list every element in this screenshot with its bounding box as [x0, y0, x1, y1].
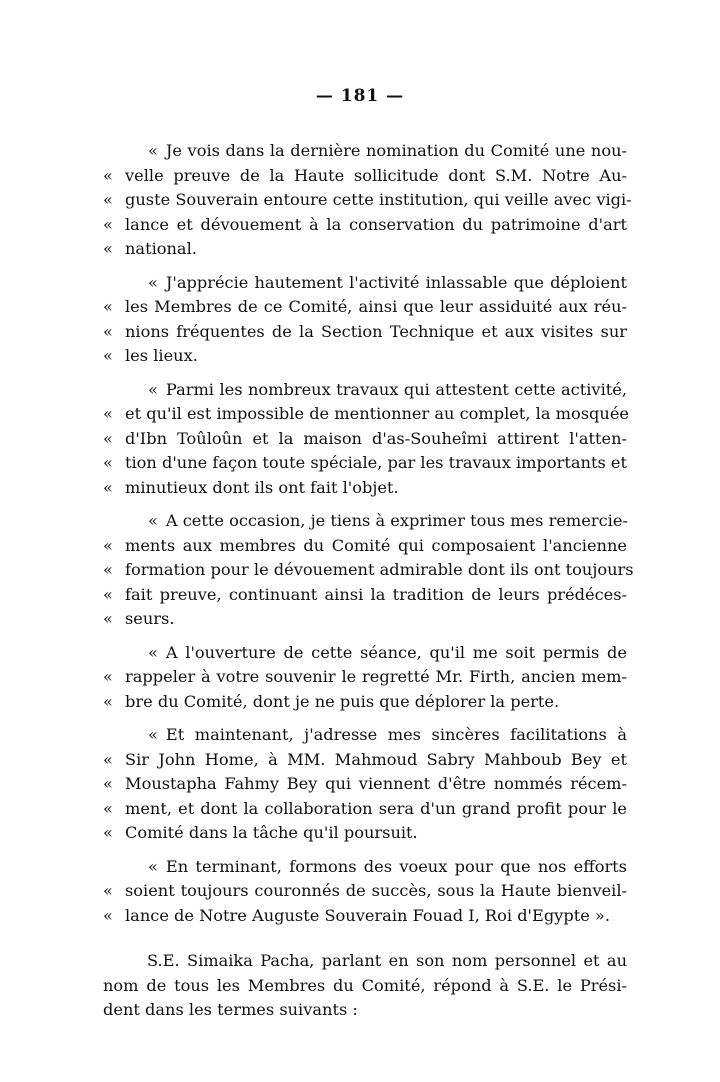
- line-content: rappeler à votre souvenir le regretté Mr. Firth, ancien mem-: [125, 667, 627, 686]
- text-line: [0, 164, 720, 188]
- line-content: A cette occasion, je tiens à exprimer tous mes remercie-: [165, 511, 628, 530]
- line-text: [148, 855, 627, 879]
- line-content: Je vois dans la dernière nomination du Comité une nou-: [165, 141, 627, 160]
- line-content: Et maintenant, j'adresse mes sincères facilitations à: [165, 725, 627, 744]
- continuation-quote-mark: «: [103, 881, 113, 900]
- text-line: [0, 344, 720, 368]
- continuation-quote-mark: «: [103, 321, 113, 341]
- line-text: [148, 378, 627, 402]
- line-content: fait preuve, continuant ainsi la tradition de leurs prédéces-: [125, 584, 627, 604]
- text-line: [0, 904, 720, 928]
- line-content: soient toujours couronnés de succès, sous la Haute bienveil-: [125, 881, 627, 900]
- continuation-quote-mark: «: [103, 190, 113, 209]
- line-content: ment, et dont la collaboration sera d'un grand profit pour le: [125, 798, 627, 818]
- text-line: [0, 607, 720, 631]
- line-text: [125, 797, 627, 821]
- text-line: [0, 797, 720, 821]
- line-content: d'Ibn Toûloûn et la maison d'as-Souheîmi attirent l'atten-: [125, 428, 627, 448]
- continuation-quote-mark: «: [103, 798, 113, 818]
- line-content: minutieux dont ils ont fait l'objet.: [125, 477, 399, 497]
- line-content: ments aux membres du Comité qui composaient l'ancienne: [125, 535, 627, 555]
- continuation-quote-mark: «: [103, 774, 113, 793]
- line-text: [125, 344, 627, 368]
- text-line: [0, 583, 720, 607]
- line-content: J'apprécie hautement l'activité inlassable que déploient: [165, 272, 627, 292]
- text-line: [0, 451, 720, 475]
- continuation-quote-mark: «: [103, 535, 113, 555]
- line-content: Parmi les nombreux travaux qui attestent cette activité,: [165, 379, 627, 399]
- opening-quote-mark: «: [148, 856, 158, 876]
- line-text: [125, 534, 627, 558]
- line-text: [125, 164, 627, 188]
- line-text: [125, 772, 627, 796]
- opening-quote-mark: «: [148, 272, 158, 292]
- opening-quote-mark: «: [148, 379, 158, 399]
- line-text: [125, 451, 627, 475]
- text-line: [0, 320, 720, 344]
- text-line: [0, 665, 720, 689]
- line-content: bre du Comité, dont je ne puis que déplorer la perte.: [125, 691, 560, 711]
- line-content: Sir John Home, à MM. Mahmoud Sabry Mahboub Bey et: [125, 749, 627, 769]
- continuation-quote-mark: «: [103, 297, 113, 316]
- line-text: [125, 690, 627, 714]
- line-text: [125, 237, 627, 261]
- continuation-quote-mark: «: [103, 560, 113, 579]
- text-line: [0, 378, 720, 402]
- continuation-quote-mark: «: [103, 346, 113, 365]
- line-content: En terminant, formons des voeux pour que nos efforts: [165, 856, 627, 876]
- text-line: [0, 237, 720, 261]
- continuation-quote-mark: «: [103, 404, 113, 423]
- text-line: [0, 949, 720, 973]
- text-line: [0, 748, 720, 772]
- text-line: [0, 427, 720, 451]
- line-content: A l'ouverture de cette séance, qu'il me soit permis de: [165, 642, 627, 662]
- text-line: [0, 213, 720, 237]
- line-content: velle preuve de la Haute sollicitude dont S.M. Notre Au-: [125, 165, 627, 185]
- line-content: S.E. Simaika Pacha, parlant en son nom personnel et au: [147, 951, 627, 970]
- line-text: [125, 320, 627, 344]
- text-line: [0, 476, 720, 500]
- line-text: [148, 723, 627, 747]
- line-content: lance et dévouement à la conservation du patrimoine d'art: [125, 214, 627, 234]
- opening-quote-mark: «: [148, 725, 158, 744]
- text-line: [0, 295, 720, 319]
- line-content: national.: [125, 239, 197, 258]
- opening-quote-mark: «: [148, 511, 158, 530]
- continuation-quote-mark: «: [103, 165, 113, 185]
- line-text: [125, 427, 627, 451]
- line-text: [125, 188, 632, 212]
- continuation-quote-mark: «: [103, 239, 113, 258]
- line-text: [148, 641, 627, 665]
- continuation-quote-mark: «: [103, 823, 113, 842]
- page-number: — 181 —: [315, 86, 405, 106]
- text-line: [0, 723, 720, 747]
- text-line: [0, 188, 720, 212]
- line-content: les lieux.: [125, 346, 198, 365]
- line-content: guste Souverain entoure cette institution, qui veille avec vigi-: [125, 190, 632, 209]
- text-line: [0, 998, 720, 1022]
- continuation-quote-mark: «: [103, 749, 113, 769]
- text-line: [0, 641, 720, 665]
- line-text: [125, 665, 627, 689]
- text-line: [0, 509, 720, 533]
- line-text: [148, 271, 627, 295]
- line-content: et qu'il est impossible de mentionner au complet, la mosquée: [125, 404, 630, 423]
- line-text: [125, 476, 627, 500]
- text-line: [0, 139, 720, 163]
- text-line: [0, 974, 720, 998]
- text-line: [0, 558, 720, 582]
- line-text: [125, 402, 630, 426]
- continuation-quote-mark: «: [103, 905, 113, 925]
- line-text: [125, 583, 627, 607]
- continuation-quote-mark: «: [103, 609, 113, 628]
- opening-quote-mark: «: [148, 642, 158, 662]
- text-line: [0, 855, 720, 879]
- text-line: [0, 534, 720, 558]
- continuation-quote-mark: «: [103, 453, 113, 472]
- line-text: [125, 213, 627, 237]
- line-text: [148, 509, 627, 533]
- text-line: [0, 821, 720, 845]
- line-text: [125, 295, 627, 319]
- text-line: [0, 879, 720, 903]
- line-text: [148, 139, 627, 163]
- text-line: [0, 772, 720, 796]
- line-content: formation pour le dévouement admirable dont ils ont toujours: [125, 560, 634, 579]
- line-text: [125, 748, 627, 772]
- line-content: dent dans les termes suivants :: [103, 1000, 358, 1019]
- continuation-quote-mark: «: [103, 477, 113, 497]
- line-content: Comité dans la tâche qu'il poursuit.: [125, 823, 418, 842]
- continuation-quote-mark: «: [103, 428, 113, 448]
- line-content: lance de Notre Auguste Souverain Fouad I, Roi d'Egypte ».: [125, 905, 610, 925]
- text-line: [0, 690, 720, 714]
- continuation-quote-mark: «: [103, 667, 113, 686]
- line-text: [125, 821, 627, 845]
- line-content: Moustapha Fahmy Bey qui viennent d'être nommés récem-: [125, 774, 627, 793]
- text-line: [0, 271, 720, 295]
- line-content: nions fréquentes de la Section Technique et aux visites sur: [125, 321, 627, 341]
- text-line: [0, 402, 720, 426]
- line-content: les Membres de ce Comité, ainsi que leur assiduité aux réu-: [125, 297, 627, 316]
- continuation-quote-mark: «: [103, 691, 113, 711]
- continuation-quote-mark: «: [103, 584, 113, 604]
- line-text: [125, 558, 634, 582]
- opening-quote-mark: «: [148, 141, 158, 160]
- line-text: [125, 879, 627, 903]
- line-content: seurs.: [125, 609, 175, 628]
- line-text: [125, 607, 627, 631]
- line-content: nom de tous les Membres du Comité, répond à S.E. le Prési-: [103, 975, 627, 995]
- line-text: [125, 904, 627, 928]
- continuation-quote-mark: «: [103, 214, 113, 234]
- line-content: tion d'une façon toute spéciale, par les travaux importants et: [125, 453, 628, 472]
